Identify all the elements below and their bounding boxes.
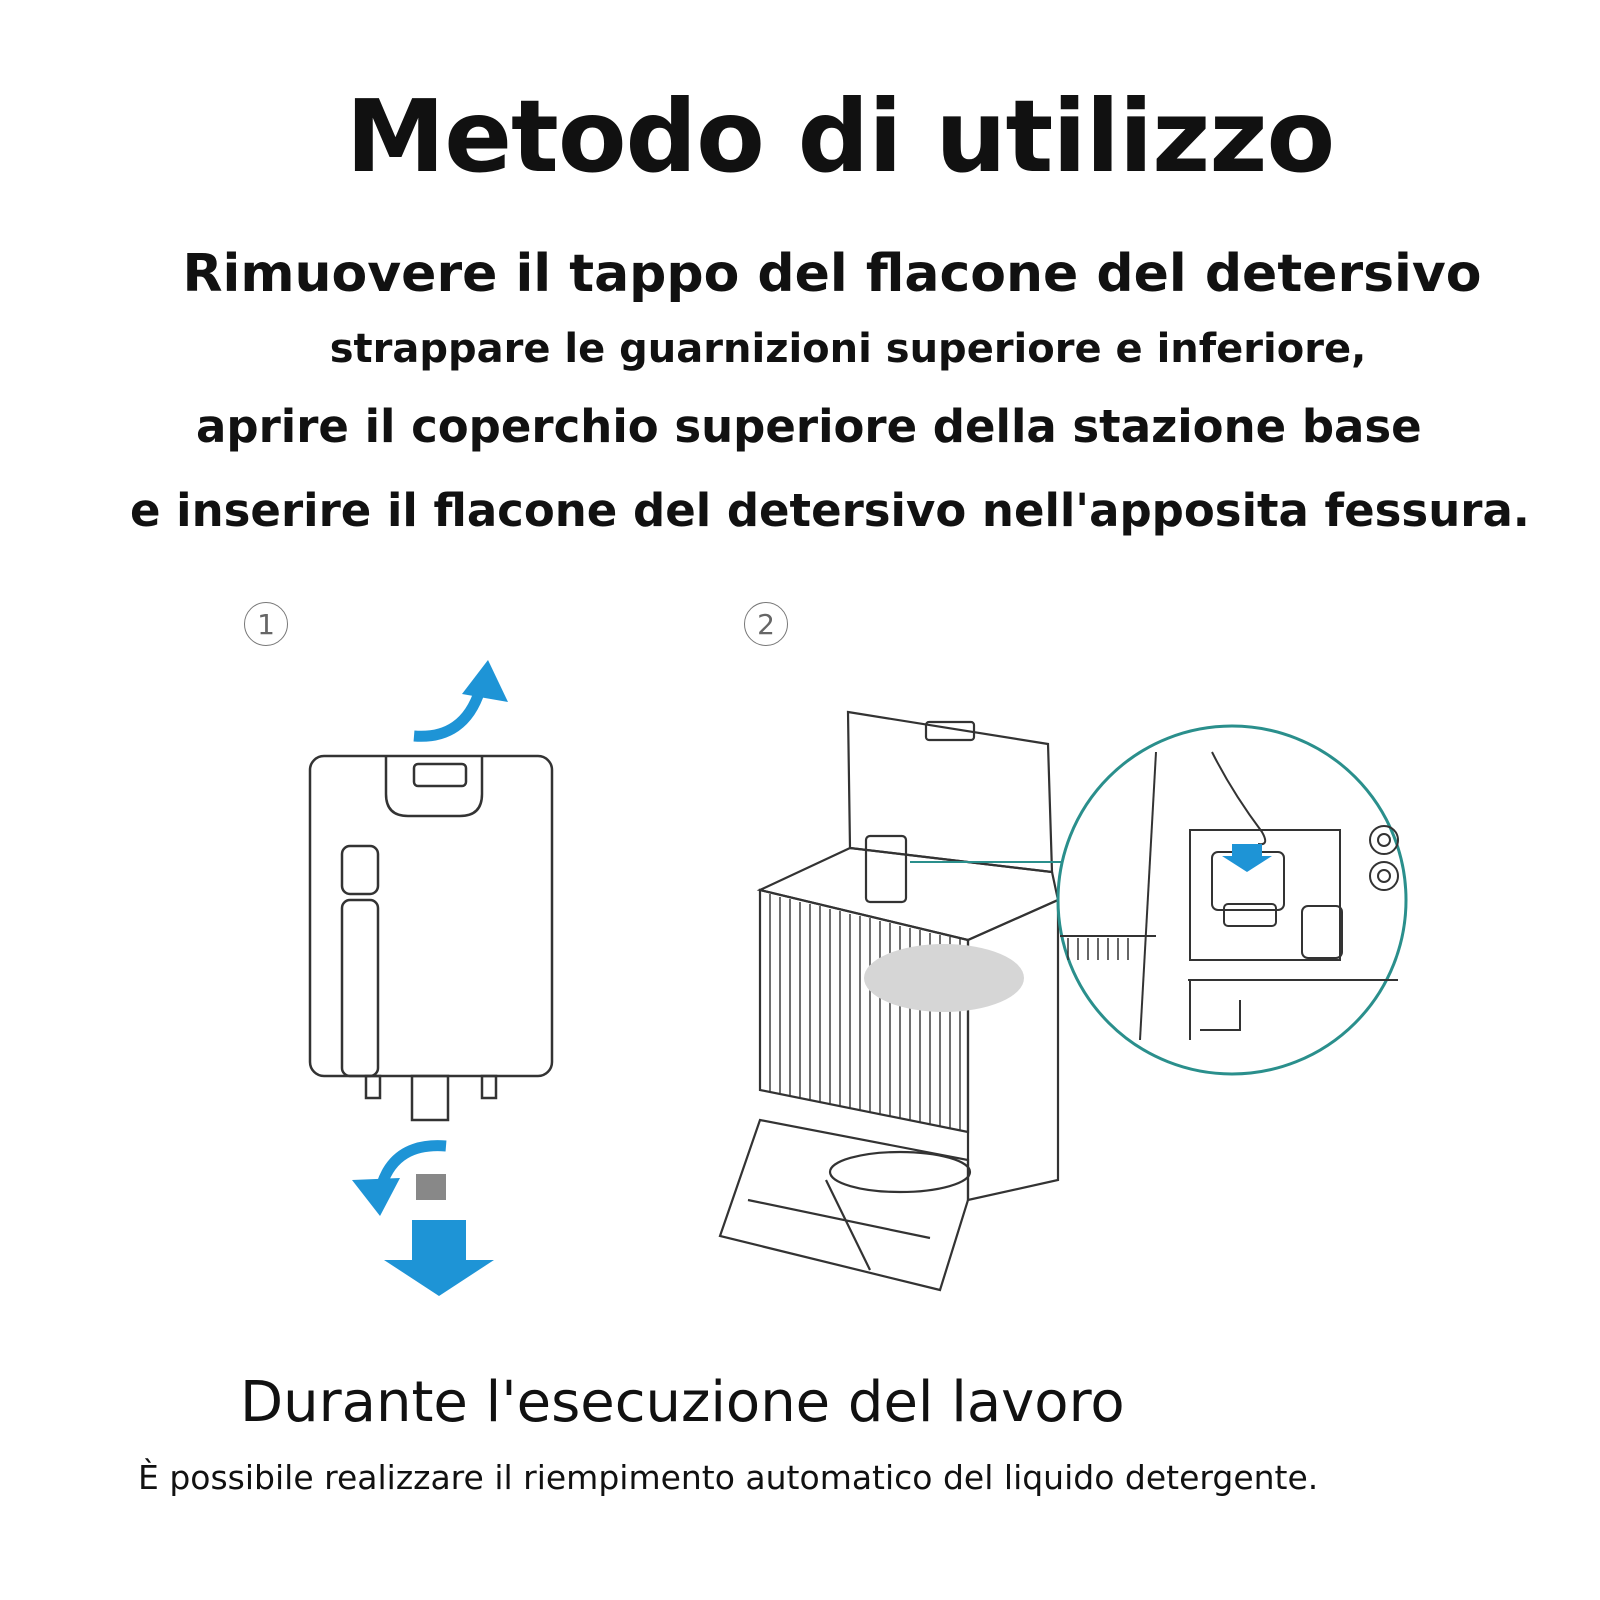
instruction-line-3: aprire il coperchio superiore della stazione base: [196, 400, 1422, 453]
base-station-ribs: [770, 894, 960, 1130]
instruction-line-4: e inserire il flacone del detersivo nell'apposita fessura.: [130, 484, 1530, 537]
down-arrow-icon: [384, 1220, 494, 1296]
remove-cap-arrow-icon: [414, 660, 508, 736]
instruction-line-1: Rimuovere il tappo del flacone del detersivo: [182, 244, 1482, 304]
detergent-bottle-illustration: [310, 756, 552, 1120]
step-number-2: 2: [744, 602, 788, 646]
instruction-line-2: strappare le guarnizioni superiore e inferiore,: [329, 326, 1367, 372]
zoom-detail-illustration: [1058, 726, 1406, 1074]
section-heading: Durante l'esecuzione del lavoro: [240, 1370, 1125, 1435]
slot-highlight: [864, 944, 1024, 1012]
page-title: Metodo di utilizzo: [345, 78, 1335, 195]
section-note: È possibile realizzare il riempimento automatico del liquido detergente.: [138, 1458, 1319, 1497]
seal-piece-icon: [416, 1174, 446, 1200]
step-number-1: 1: [244, 602, 288, 646]
